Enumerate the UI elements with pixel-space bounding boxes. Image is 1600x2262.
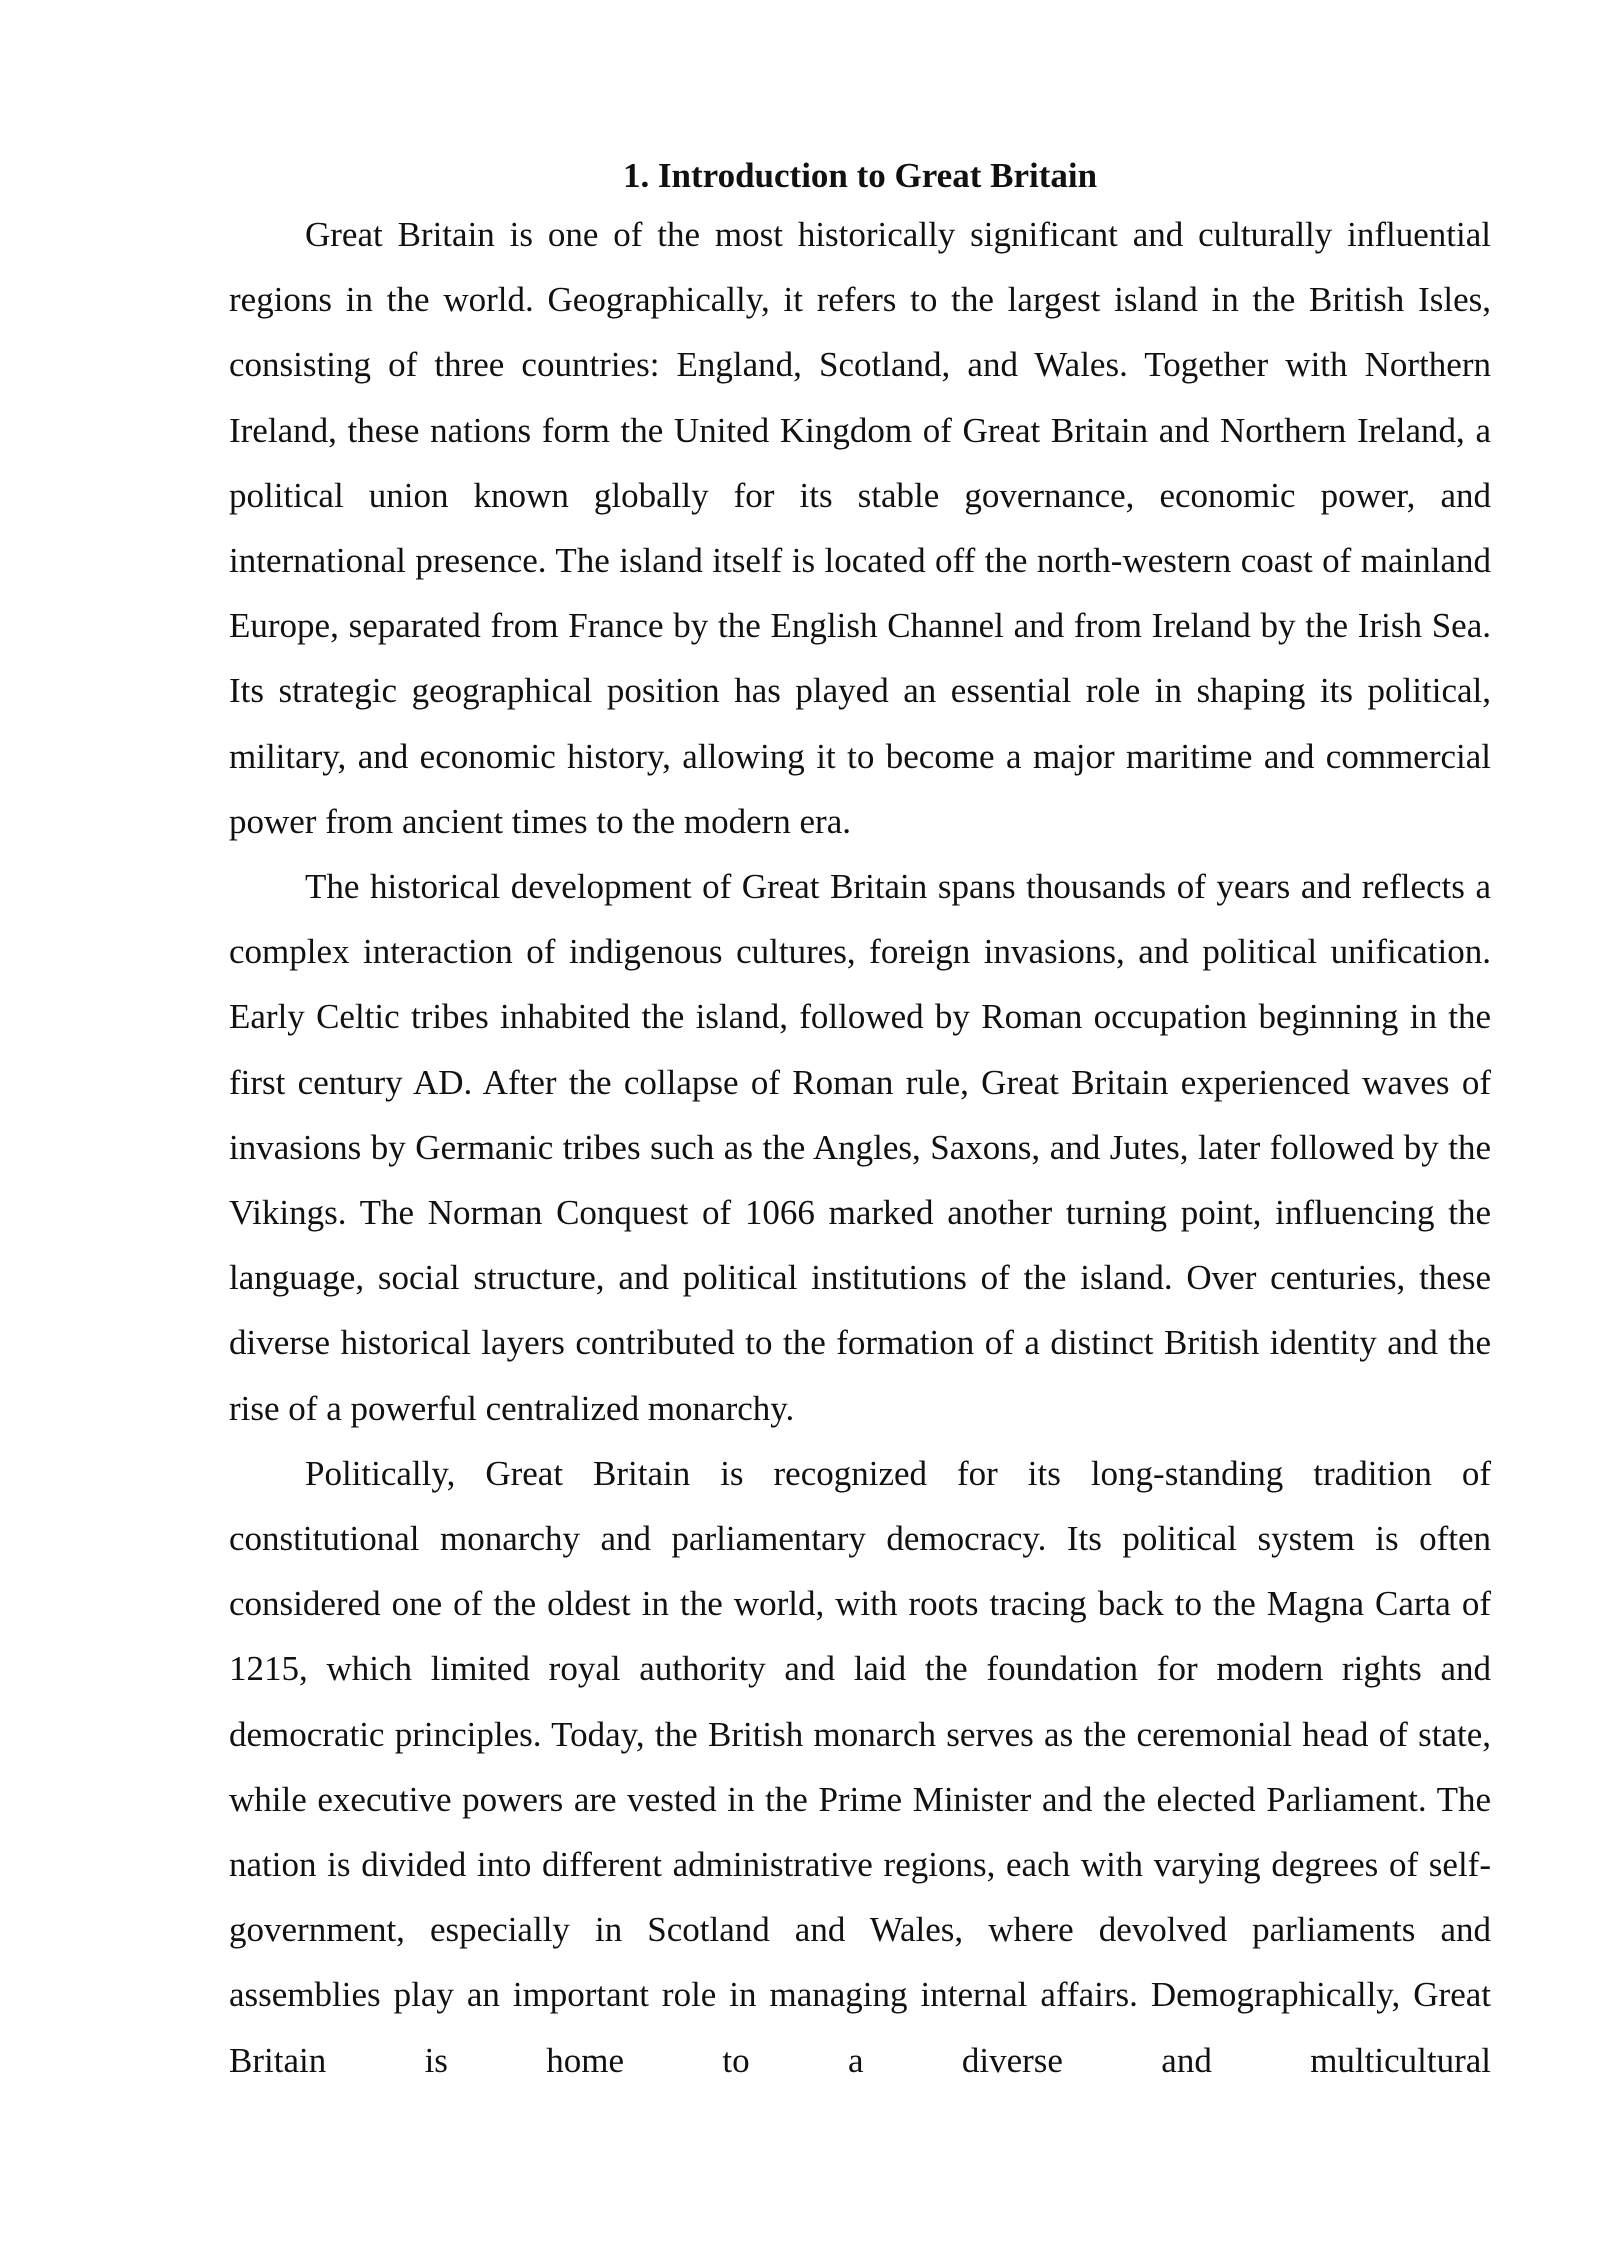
paragraph-politics: Politically, Great Britain is recognized for its long-standing tradition of constitutional monarchy and parliamentary democracy. Its political system is often considered one of the oldest in the world, with roots tracing back to the Magna Carta of 1215, which limited royal authority and laid the foundation for modern rights and democratic principles. Today, the British monarch serves as the ceremonial head of state, while executive powers are vested in the Prime Minister and the elected Parliament. The nation is divided into different administrative regions, each with varying degrees of self-government, especially in Scotland and Wales, where devolved parliaments and assemblies play an important role in managing internal affairs. Demographically, Great Britain is home to a diverse and multicultural xyxy=(229,1453,1491,2080)
paragraph-history: The historical development of Great Britain spans thousands of years and reflects a complex interaction of indigenous cultures, foreign invasions, and political unification. Early Celtic tribes inhabited the island, followed by Roman occupation beginning in the first century AD. After the collapse of Roman rule, Great Britain experienced waves of invasions by Germanic tribes such as the Angles, Saxons, and Jutes, later followed by the Vikings. The Norman Conquest of 1066 marked another turning point, influencing the language, social structure, and political institutions of the island. Over centuries, these diverse historical layers contributed to the formation of a distinct British identity and the rise of a powerful centralized monarchy. xyxy=(229,867,1491,1428)
section-heading: 1. Introduction to Great Britain xyxy=(622,156,1098,195)
paragraph-geography: Great Britain is one of the most historically significant and culturally influential regions in the world. Geographically, it refers to the largest island in the British Isles, consisting of three countries: England, Scotland, and Wales. Together with Northern Ireland, these nations form the United Kingdom of Great Britain and Northern Ireland, a political union known globally for its stable governance, economic power, and international presence. The island itself is located off the north-western coast of mainland Europe, separated from France by the English Channel and from Ireland by the Irish Sea. Its strategic geographical position has played an essential role in shaping its political, military, and economic history, allowing it to become a major maritime and commercial power from ancient times to the modern era. xyxy=(229,215,1491,841)
document-body xyxy=(229,150,1491,2093)
